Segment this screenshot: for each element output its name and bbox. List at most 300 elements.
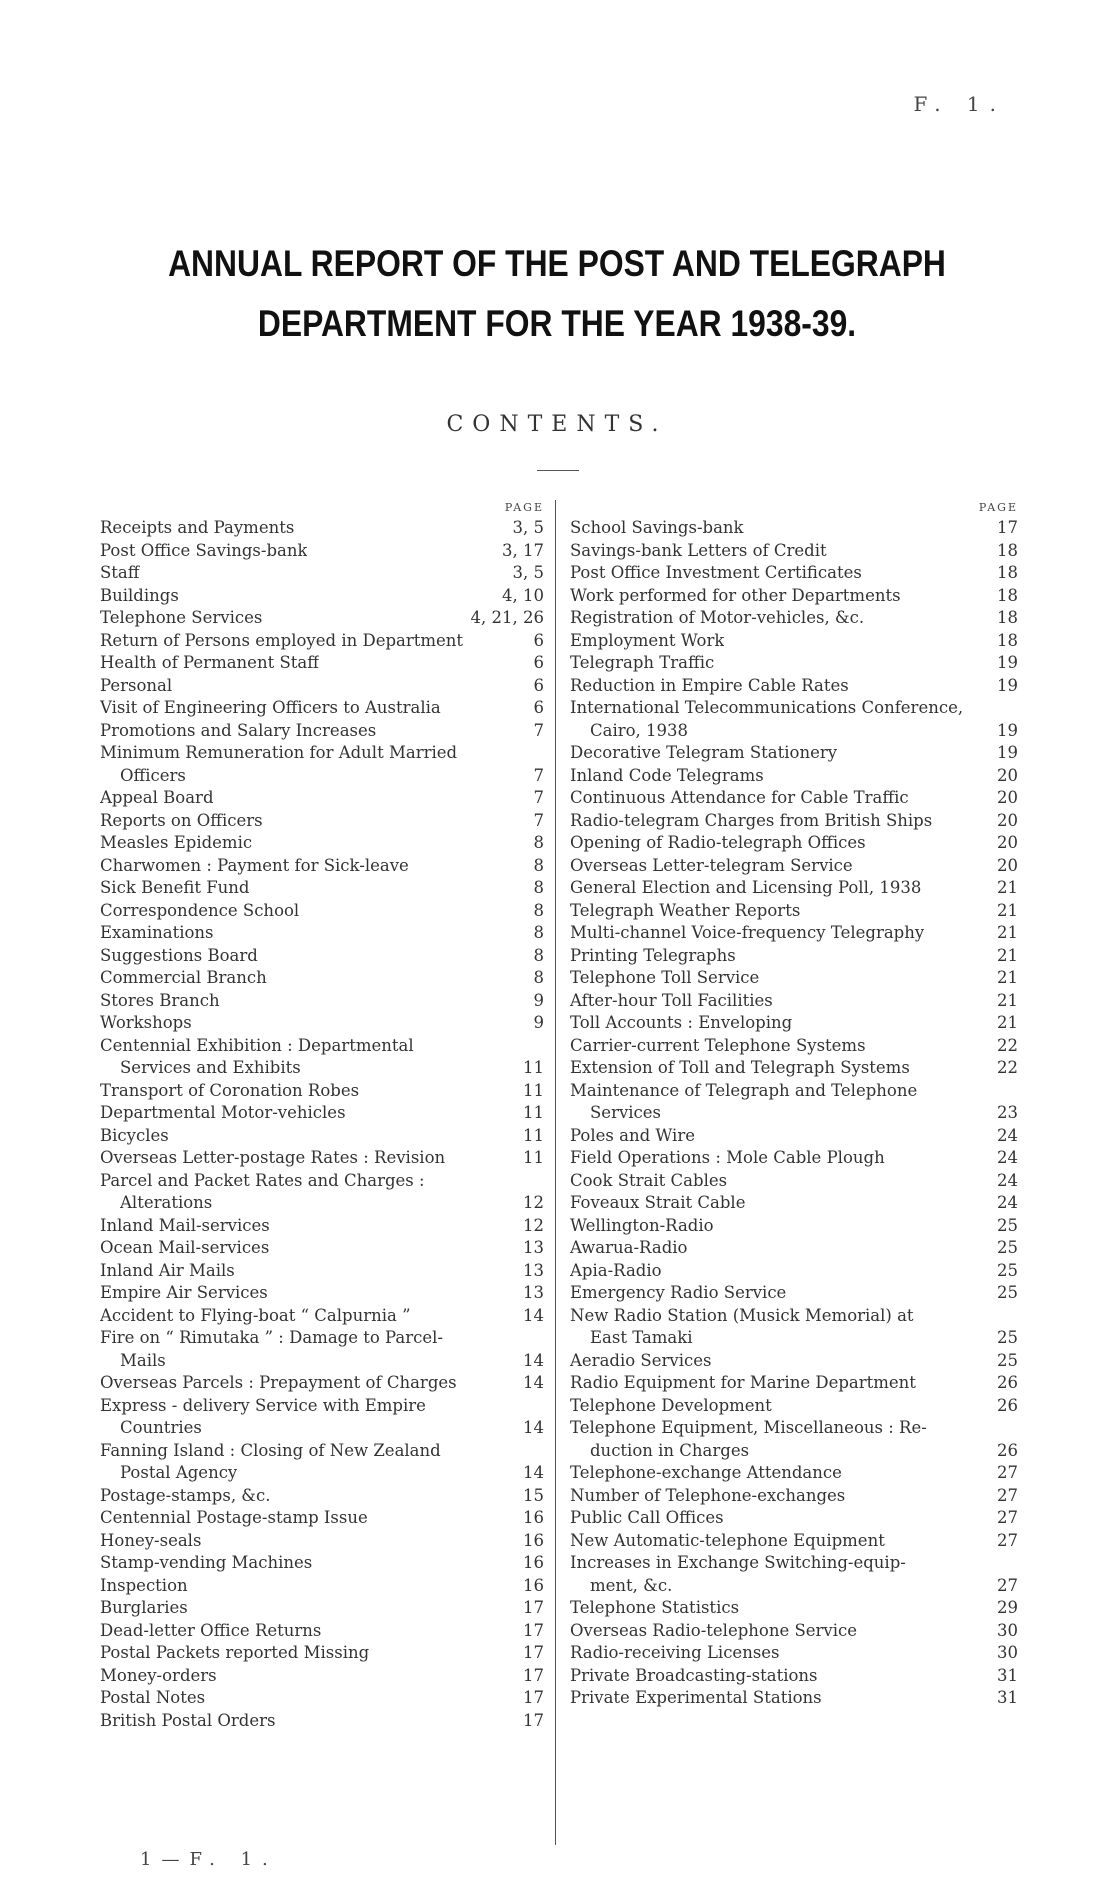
- contents-entry: [570, 1125, 1018, 1148]
- entry-title: Fanning Island : Closing of New Zealand: [100, 1440, 441, 1460]
- contents-column-right: [570, 499, 1018, 1710]
- entry-title: Inspection: [100, 1575, 188, 1595]
- contents-entry: [100, 1012, 544, 1035]
- entry-title: Wellington-Radio: [570, 1215, 714, 1235]
- entry-title: Centennial Postage-stamp Issue: [100, 1508, 368, 1527]
- entry-page-number: 22: [997, 1058, 1018, 1077]
- entry-page-number: 4, 10: [502, 585, 544, 605]
- contents-entry: [100, 1507, 544, 1530]
- contents-entry: [100, 1440, 544, 1485]
- contents-entry: [100, 832, 544, 855]
- contents-entry: [570, 1395, 1018, 1418]
- entry-title: Suggestions Board: [100, 945, 258, 965]
- entry-page-number: 26: [997, 1440, 1018, 1460]
- entry-title: Return of Persons employed in Department: [100, 630, 464, 650]
- entry-title: Radio-receiving Licenses: [570, 1643, 780, 1662]
- entry-title: Overseas Radio-telephone Service: [570, 1620, 858, 1640]
- entry-page-number: 8: [533, 878, 544, 897]
- contents-entry: [570, 1485, 1018, 1508]
- entry-page-number: 12: [523, 1193, 544, 1212]
- entry-page-number: 21: [997, 923, 1018, 942]
- contents-entry: [570, 1462, 1018, 1485]
- contents-entry: [100, 787, 544, 810]
- report-title-line-1: ANNUAL REPORT OF THE POST AND TELEGRAPH: [168, 243, 946, 284]
- contents-entry: [570, 1260, 1018, 1283]
- entry-page-number: 25: [997, 1350, 1018, 1370]
- entry-title: New Radio Station (Musick Memorial) at: [570, 1305, 914, 1325]
- contents-entry: [570, 1170, 1018, 1193]
- entry-page-number: 25: [997, 1260, 1018, 1280]
- entry-title: Mails: [120, 1350, 166, 1370]
- entry-page-number: 25: [997, 1215, 1018, 1235]
- entry-page-number: 13: [523, 1260, 544, 1280]
- entry-title: Receipts and Payments: [100, 518, 295, 537]
- entry-page-number: 21: [997, 990, 1018, 1010]
- entry-title: Officers: [120, 765, 186, 785]
- entry-title: Telephone Statistics: [570, 1598, 740, 1617]
- entry-title: Honey-seals: [100, 1530, 202, 1550]
- contents-entry: [100, 1327, 544, 1372]
- entry-title: Reduction in Empire Cable Rates: [570, 675, 849, 695]
- contents-entry: [570, 562, 1018, 585]
- contents-entry: [570, 1507, 1018, 1530]
- contents-entry: [570, 855, 1018, 878]
- contents-entry: [100, 1282, 544, 1305]
- contents-entry: [100, 1395, 544, 1440]
- contents-entry: [570, 765, 1018, 788]
- entry-page-number: 18: [997, 585, 1018, 605]
- contents-entry: [100, 1710, 544, 1733]
- contents-entry: [100, 1642, 544, 1665]
- contents-entry: [570, 517, 1018, 540]
- entry-title: Radio-telegram Charges from British Ships: [570, 810, 933, 830]
- entry-title: Field Operations : Mole Cable Plough: [570, 1148, 885, 1167]
- contents-list-left: [100, 517, 544, 1732]
- entry-title: Overseas Letter-postage Rates : Revision: [100, 1148, 446, 1167]
- entry-page-number: 25: [997, 1328, 1018, 1347]
- entry-title: Registration of Motor-vehicles, &c.: [570, 608, 865, 627]
- entry-title: Empire Air Services: [100, 1283, 268, 1302]
- entry-title: Telephone Development: [570, 1395, 772, 1415]
- entry-page-number: 17: [523, 1643, 544, 1662]
- entry-title: Staff: [100, 563, 140, 582]
- contents-entry: [100, 1552, 544, 1575]
- entry-page-number: 17: [523, 1665, 544, 1685]
- entry-title: Postage-stamps, &c.: [100, 1485, 271, 1505]
- entry-page-number: 27: [997, 1485, 1018, 1505]
- contents-entry: [570, 1417, 1018, 1462]
- contents-entry: [570, 1597, 1018, 1620]
- entry-page-number: 29: [997, 1598, 1018, 1617]
- contents-entry: [570, 1282, 1018, 1305]
- entry-page-number: 27: [997, 1530, 1018, 1550]
- entry-title: Countries: [120, 1418, 202, 1437]
- contents-entry: [570, 990, 1018, 1013]
- contents-entry: [570, 1080, 1018, 1125]
- entry-page-number: 7: [533, 720, 544, 740]
- entry-title: Alterations: [120, 1193, 213, 1212]
- entry-page-number: 9: [533, 990, 544, 1010]
- contents-entry: [570, 787, 1018, 810]
- contents-entry: [100, 1305, 544, 1328]
- contents-entry: [100, 1485, 544, 1508]
- contents-column-left: [100, 499, 544, 1732]
- entry-title: Aeradio Services: [570, 1350, 712, 1370]
- contents-entry: [570, 1192, 1018, 1215]
- contents-entry: [570, 1642, 1018, 1665]
- contents-entry: [100, 607, 544, 630]
- entry-title: Awarua-Radio: [570, 1238, 688, 1257]
- entry-page-number: 3, 5: [512, 518, 544, 537]
- entry-page-number: 8: [533, 833, 544, 852]
- entry-page-number: 21: [997, 878, 1018, 897]
- contents-entry: [570, 1530, 1018, 1553]
- entry-page-number: 27: [997, 1463, 1018, 1482]
- entry-title: Inland Mail-services: [100, 1215, 270, 1235]
- entry-page-number: 11: [523, 1103, 544, 1122]
- contents-entry: [100, 675, 544, 698]
- entry-title: Cairo, 1938: [590, 720, 689, 740]
- entry-page-number: 14: [523, 1418, 544, 1437]
- entry-title: Telephone Services: [100, 608, 263, 627]
- entry-title: Stores Branch: [100, 990, 220, 1010]
- contents-entry: [100, 1080, 544, 1103]
- entry-title: Inland Code Telegrams: [570, 765, 764, 785]
- entry-title: Burglaries: [100, 1598, 188, 1617]
- entry-page-number: 12: [523, 1215, 544, 1235]
- entry-page-number: 4, 21, 26: [470, 608, 544, 627]
- entry-title: duction in Charges: [590, 1440, 750, 1460]
- entry-page-number: 8: [533, 968, 544, 987]
- entry-page-number: 17: [523, 1710, 544, 1730]
- contents-entry: [570, 832, 1018, 855]
- entry-title: Increases in Exchange Switching-equip-: [570, 1553, 906, 1572]
- entry-title: Promotions and Salary Increases: [100, 720, 377, 740]
- contents-entry: [100, 990, 544, 1013]
- entry-title: School Savings-bank: [570, 518, 744, 537]
- entry-page-number: 7: [533, 810, 544, 830]
- entry-title: Decorative Telegram Stationery: [570, 743, 838, 762]
- entry-page-number: 30: [997, 1620, 1018, 1640]
- entry-page-number: 16: [523, 1575, 544, 1595]
- entry-title: Telephone Equipment, Miscellaneous : Re-: [570, 1418, 927, 1437]
- entry-page-number: 18: [997, 563, 1018, 582]
- entry-title: Buildings: [100, 585, 179, 605]
- entry-title: Apia-Radio: [570, 1260, 662, 1280]
- entry-page-number: 11: [523, 1148, 544, 1167]
- entry-page-number: 24: [997, 1170, 1018, 1190]
- contents-entry: [570, 945, 1018, 968]
- entry-title: Multi-channel Voice-frequency Telegraphy: [570, 923, 925, 942]
- contents-entry: [100, 877, 544, 900]
- contents-entry: [100, 1035, 544, 1080]
- entry-title: Private Broadcasting-stations: [570, 1665, 818, 1685]
- contents-entry: [100, 1597, 544, 1620]
- contents-entry: [100, 1372, 544, 1395]
- entry-page-number: 30: [997, 1643, 1018, 1662]
- entry-title: Emergency Radio Service: [570, 1283, 787, 1302]
- entry-title: Reports on Officers: [100, 810, 263, 830]
- contents-entry: [100, 1260, 544, 1283]
- column-divider: [555, 500, 556, 1845]
- contents-entry: [570, 585, 1018, 608]
- contents-entry: [570, 900, 1018, 923]
- contents-entry: [570, 922, 1018, 945]
- entry-page-number: 19: [997, 675, 1018, 695]
- contents-entry: [570, 877, 1018, 900]
- contents-list-right: [570, 517, 1018, 1710]
- entry-title: Parcel and Packet Rates and Charges :: [100, 1170, 425, 1190]
- contents-entry: [570, 1035, 1018, 1058]
- entry-page-number: 17: [523, 1620, 544, 1640]
- entry-title: Sick Benefit Fund: [100, 878, 250, 897]
- entry-page-number: 20: [997, 810, 1018, 830]
- entry-page-number: 14: [523, 1305, 544, 1325]
- entry-page-number: 15: [523, 1485, 544, 1505]
- contents-entry: [100, 630, 544, 653]
- entry-page-number: 24: [997, 1125, 1018, 1145]
- entry-title: Ocean Mail-services: [100, 1238, 270, 1257]
- contents-entry: [570, 1687, 1018, 1710]
- entry-title: East Tamaki: [590, 1328, 693, 1347]
- contents-entry: [100, 900, 544, 923]
- entry-title: Overseas Parcels : Prepayment of Charges: [100, 1373, 457, 1392]
- contents-entry: [570, 1057, 1018, 1080]
- entry-title: Toll Accounts : Enveloping: [570, 1013, 793, 1032]
- contents-entry: [100, 1237, 544, 1260]
- contents-entry: [100, 652, 544, 675]
- entry-page-number: 9: [533, 1013, 544, 1032]
- heading-rule: [537, 470, 579, 471]
- contents-entry: [570, 540, 1018, 563]
- contents-entry: [100, 540, 544, 563]
- entry-page-number: 8: [533, 855, 544, 875]
- report-title-line-2: DEPARTMENT FOR THE YEAR 1938-39.: [257, 303, 857, 344]
- entry-page-number: 7: [533, 788, 544, 807]
- entry-page-number: 6: [533, 698, 544, 717]
- entry-page-number: 20: [997, 788, 1018, 807]
- contents-entry: [100, 945, 544, 968]
- entry-title: Overseas Letter-telegram Service: [570, 855, 853, 875]
- contents-entry: [570, 967, 1018, 990]
- contents-entry: [100, 585, 544, 608]
- entry-page-number: 24: [997, 1148, 1018, 1167]
- contents-entry: [100, 1102, 544, 1125]
- entry-title: Commercial Branch: [100, 968, 267, 987]
- entry-title: Savings-bank Letters of Credit: [570, 540, 827, 560]
- entry-title: Post Office Savings-bank: [100, 540, 308, 560]
- entry-title: Accident to Flying-boat “ Calpurnia ”: [100, 1305, 411, 1325]
- contents-entry: [570, 742, 1018, 765]
- entry-title: Stamp-vending Machines: [100, 1553, 313, 1572]
- entry-page-number: 20: [997, 765, 1018, 785]
- entry-title: Postal Agency: [120, 1463, 238, 1482]
- contents-entry: [570, 1552, 1018, 1597]
- entry-title: Appeal Board: [100, 788, 214, 807]
- contents-entry: [100, 562, 544, 585]
- entry-title: Examinations: [100, 923, 214, 942]
- entry-title: General Election and Licensing Poll, 1938: [570, 878, 922, 897]
- entry-title: Postal Packets reported Missing: [100, 1643, 370, 1662]
- entry-page-number: 21: [997, 900, 1018, 920]
- footer-signature: 1—F. 1.: [140, 1849, 278, 1870]
- page-column-label: PAGE: [504, 501, 544, 514]
- entry-title: Services and Exhibits: [120, 1058, 301, 1077]
- contents-entry: [100, 1147, 544, 1170]
- entry-title: Correspondence School: [100, 900, 300, 920]
- entry-title: Carrier-current Telephone Systems: [570, 1035, 866, 1055]
- contents-entry: [100, 1620, 544, 1643]
- entry-title: Dead-letter Office Returns: [100, 1620, 322, 1640]
- entry-title: Work performed for other Departments: [570, 585, 901, 605]
- entry-page-number: 14: [523, 1463, 544, 1482]
- entry-title: Number of Telephone-exchanges: [570, 1485, 846, 1505]
- entry-title: ment, &c.: [590, 1575, 673, 1595]
- entry-page-number: 25: [997, 1238, 1018, 1257]
- contents-entry: [570, 1215, 1018, 1238]
- contents-entry: [100, 720, 544, 743]
- contents-entry: [100, 1665, 544, 1688]
- contents-entry: [570, 675, 1018, 698]
- entry-title: Radio Equipment for Marine Department: [570, 1373, 916, 1392]
- entry-page-number: 14: [523, 1373, 544, 1392]
- entry-title: Foveaux Strait Cable: [570, 1193, 746, 1212]
- entry-title: Telegraph Traffic: [570, 653, 715, 672]
- entry-title: Visit of Engineering Officers to Australia: [100, 698, 441, 717]
- entry-page-number: 17: [997, 518, 1018, 537]
- entry-page-number: 19: [997, 720, 1018, 740]
- entry-page-number: 11: [523, 1080, 544, 1100]
- contents-entry: [100, 1687, 544, 1710]
- entry-title: New Automatic-telephone Equipment: [570, 1530, 885, 1550]
- entry-page-number: 17: [523, 1598, 544, 1617]
- entry-title: Minimum Remuneration for Adult Married: [100, 743, 458, 762]
- contents-entry: [100, 1170, 544, 1215]
- entry-page-number: 26: [997, 1395, 1018, 1415]
- entry-title: Money-orders: [100, 1665, 217, 1685]
- entry-page-number: 31: [997, 1688, 1018, 1707]
- page-reference: F. 1.: [913, 92, 1006, 116]
- entry-page-number: 20: [997, 855, 1018, 875]
- page-column-label: PAGE: [978, 501, 1018, 514]
- entry-title: Departmental Motor-vehicles: [100, 1103, 346, 1122]
- entry-title: Measles Epidemic: [100, 833, 253, 852]
- entry-title: Services: [590, 1103, 662, 1122]
- entry-title: Continuous Attendance for Cable Traffic: [570, 788, 909, 807]
- entry-title: Opening of Radio-telegraph Offices: [570, 833, 866, 852]
- contents-entry: [570, 810, 1018, 833]
- entry-title: Telegraph Weather Reports: [570, 900, 801, 920]
- contents-entry: [100, 697, 544, 720]
- entry-page-number: 21: [997, 945, 1018, 965]
- entry-title: After-hour Toll Facilities: [570, 990, 773, 1010]
- entry-title: Inland Air Mails: [100, 1260, 235, 1280]
- contents-entry: [570, 1665, 1018, 1688]
- contents-entry: [570, 630, 1018, 653]
- contents-entry: [100, 1530, 544, 1553]
- entry-page-number: 22: [997, 1035, 1018, 1055]
- entry-title: Charwomen : Payment for Sick-leave: [100, 855, 409, 875]
- entry-title: Telephone Toll Service: [570, 968, 760, 987]
- entry-page-number: 3, 17: [502, 540, 544, 560]
- entry-title: Public Call Offices: [570, 1508, 724, 1527]
- entry-page-number: 11: [523, 1125, 544, 1145]
- entry-page-number: 7: [533, 765, 544, 785]
- entry-title: Fire on “ Rimutaka ” : Damage to Parcel-: [100, 1328, 443, 1347]
- entry-title: Employment Work: [570, 630, 725, 650]
- entry-page-number: 27: [997, 1508, 1018, 1527]
- entry-page-number: 19: [997, 653, 1018, 672]
- entry-page-number: 18: [997, 608, 1018, 627]
- entry-page-number: 26: [997, 1373, 1018, 1392]
- entry-page-number: 8: [533, 945, 544, 965]
- entry-page-number: 8: [533, 900, 544, 920]
- entry-title: Health of Permanent Staff: [100, 653, 319, 672]
- contents-entry: [100, 967, 544, 990]
- contents-entry: [570, 1147, 1018, 1170]
- entry-title: Private Experimental Stations: [570, 1688, 822, 1707]
- entry-title: Personal: [100, 675, 173, 695]
- entry-page-number: 13: [523, 1283, 544, 1302]
- contents-entry: [100, 1215, 544, 1238]
- contents-entry: [570, 1372, 1018, 1395]
- entry-title: Telephone-exchange Attendance: [570, 1463, 842, 1482]
- contents-entry: [570, 697, 1018, 742]
- entry-page-number: 23: [997, 1103, 1018, 1122]
- entry-title: Workshops: [100, 1013, 192, 1032]
- entry-page-number: 17: [523, 1688, 544, 1707]
- entry-page-number: 16: [523, 1530, 544, 1550]
- contents-entry: [100, 922, 544, 945]
- entry-page-number: 21: [997, 1013, 1018, 1032]
- entry-title: Extension of Toll and Telegraph Systems: [570, 1058, 910, 1077]
- entry-page-number: 11: [523, 1058, 544, 1077]
- entry-page-number: 21: [997, 968, 1018, 987]
- entry-title: Cook Strait Cables: [570, 1170, 728, 1190]
- entry-page-number: 27: [997, 1575, 1018, 1595]
- entry-title: Printing Telegraphs: [570, 945, 736, 965]
- contents-entry: [570, 607, 1018, 630]
- contents-entry: [570, 1012, 1018, 1035]
- contents-entry: [100, 517, 544, 540]
- entry-title: British Postal Orders: [100, 1710, 276, 1730]
- entry-title: Transport of Coronation Robes: [100, 1080, 360, 1100]
- contents-entry: [100, 810, 544, 833]
- entry-page-number: 14: [523, 1350, 544, 1370]
- entry-page-number: 16: [523, 1508, 544, 1527]
- entry-page-number: 19: [997, 743, 1018, 762]
- entry-page-number: 20: [997, 833, 1018, 852]
- contents-entry: [570, 1237, 1018, 1260]
- entry-title: Maintenance of Telegraph and Telephone: [570, 1080, 918, 1100]
- entry-page-number: 6: [533, 675, 544, 695]
- contents-entry: [100, 1125, 544, 1148]
- contents-entry: [100, 742, 544, 787]
- entry-page-number: 25: [997, 1283, 1018, 1302]
- entry-page-number: 24: [997, 1193, 1018, 1212]
- entry-page-number: 31: [997, 1665, 1018, 1685]
- contents-entry: [570, 652, 1018, 675]
- entry-title: Post Office Investment Certificates: [570, 563, 862, 582]
- entry-title: Centennial Exhibition : Departmental: [100, 1035, 414, 1055]
- entry-page-number: 6: [533, 630, 544, 650]
- contents-entry: [570, 1350, 1018, 1373]
- contents-entry: [100, 855, 544, 878]
- entry-title: Express - delivery Service with Empire: [100, 1395, 426, 1415]
- entry-page-number: 6: [533, 653, 544, 672]
- entry-title: Poles and Wire: [570, 1125, 695, 1145]
- entry-page-number: 13: [523, 1238, 544, 1257]
